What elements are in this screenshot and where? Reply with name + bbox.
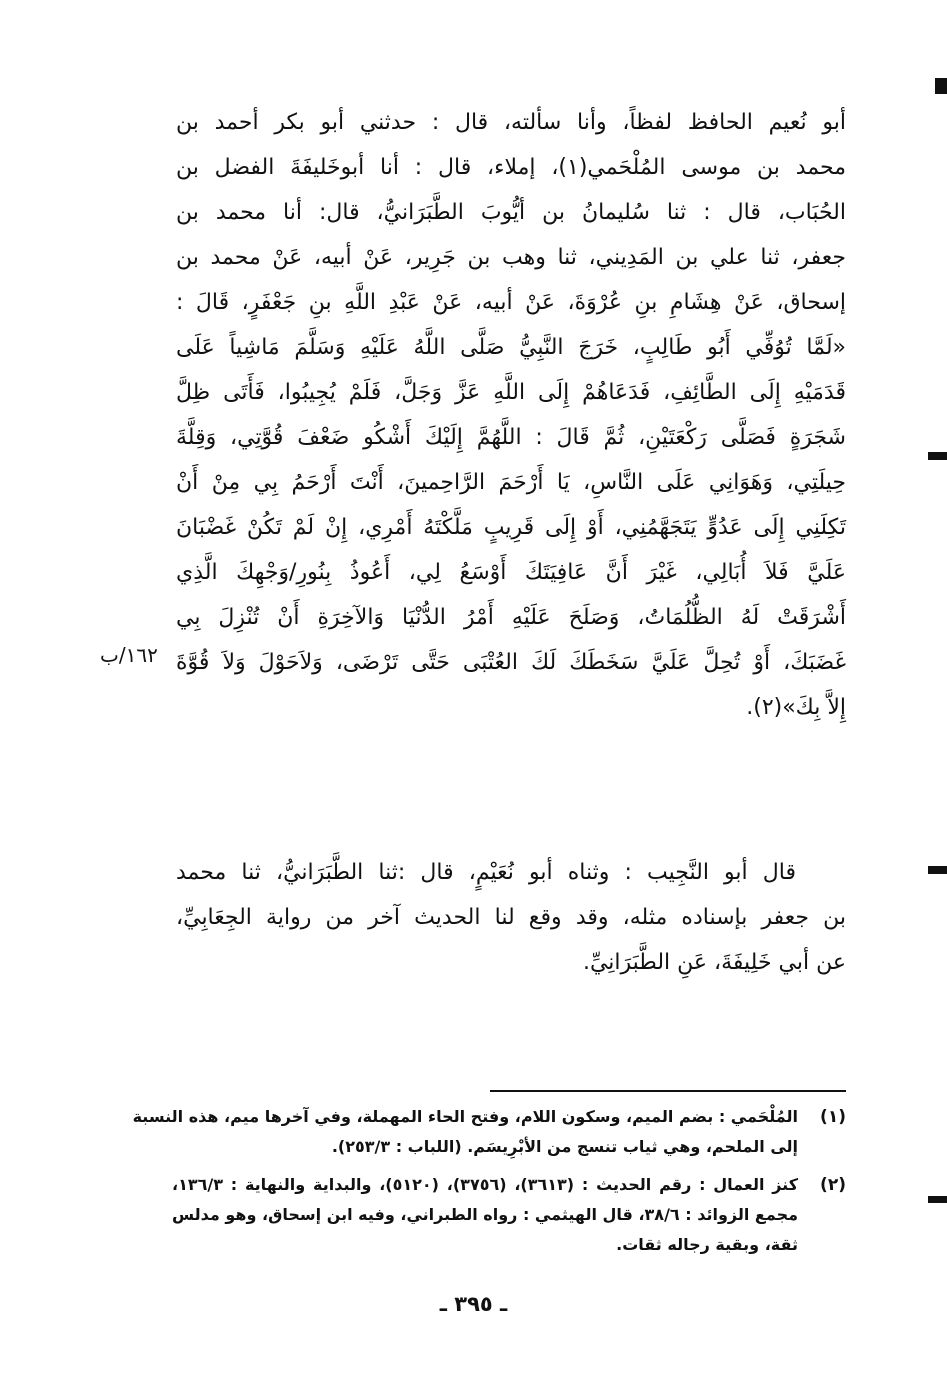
text-line: أبو نُعيم الحافظ لفظاً، وأنا سألته، قال : حدثني أبو بكر أحمد بن [176, 110, 846, 135]
footnote-2 [172, 1170, 846, 1260]
footnote-line: المُلْحَمي : بضم الميم، وسكون اللام، وفتح الحاء المهملة، وفي آخرها ميم، هذه النسبة [132, 1107, 798, 1126]
second-paragraph [176, 850, 846, 985]
text-line: إِلاَّ بِكَ»(٢). [746, 695, 846, 720]
footnote-line: مجمع الزوائد : ٣٨/٦، قال الهيثمي : رواه الطبراني، وفيه ابن إسحاق، وهو مدلس [172, 1205, 798, 1224]
footnote-separator [490, 1090, 846, 1092]
footnote-line: كنز العمال : رقم الحديث : (٣٦١٣)، (٣٧٥٦)، (٥١٢٠)، والبداية والنهاية : ١٣٦/٣، [172, 1175, 799, 1194]
footnote-number: (١) [820, 1107, 846, 1127]
scan-edge-mark [928, 1196, 947, 1203]
scan-edge-mark [935, 78, 947, 94]
text-line: حِيلَتِي، وَهَوَانِي عَلَى النَّاسِ، يَا أَرْحَمَ الرَّاحِمينَ، أَنْتَ أَرْحَمُ بِي مِنْ أَنْ [176, 470, 846, 495]
text-line: عَلَيَّ فَلاَ أُبَالِي، غَيْرَ أَنَّ عَافِيَتَكَ أَوْسَعُ لِي، أَعُوذُ بِنُورِ/وَجْهِكَ الَّذِي [176, 560, 846, 585]
text-line: تَكِلَنِي إِلَى عَدُوٍّ يَتَجَهَّمُنِي، أَوْ إِلَى قَرِيبٍ مَلَّكْتَهُ أَمْرِي، إِنْ لَمْ تَكُنْ غَضْبَانَ [176, 515, 846, 540]
text-line: محمد بن موسى المُلْحَمي(١)، إملاء، قال : أنا أبوخَليفَةَ الفضل بن [176, 155, 846, 180]
text-line: أَشْرَقَتْ لَهُ الظُّلُمَاتُ، وَصَلَحَ عَلَيْهِ أَمْرُ الدُّنْيَا وَالآخِرَةِ أَنْ تُنْزِلَ بِي [176, 605, 846, 630]
text-line: غَضَبَكَ، أَوْ تُحِلَّ عَلَيَّ سَخَطَكَ لَكَ العُتْبَى حَتَّى تَرْضَى، وَلاَحَوْلَ وَلاَ قُوَّةَ [176, 650, 846, 675]
footnote-body [133, 1102, 798, 1162]
text-line: «لَمَّا تُوُفِّي أَبُو طَالِبٍ، خَرَجَ النَّبِيُّ صَلَّى اللَّهُ عَلَيْهِ وَسَلَّمَ مَاشِياً عَلَى [176, 335, 846, 360]
main-text-block [176, 100, 846, 730]
text-line: جعفر، ثنا علي بن المَدِيني، ثنا وهب بن جَرِير، عَنْ أبيه، عَنْ محمد بن [176, 245, 846, 270]
footnote-number: (٢) [820, 1175, 846, 1195]
text-line: الحُبَاب، قال : ثنا سُليمانُ بن أيُّوبَ الطَّبَرَانيُّ، قال: أنا محمد بن [176, 200, 846, 225]
text-line: إسحاق، عَنْ هِشَامِ بنِ عُرْوَةَ، عَنْ أبيه، عَنْ عَبْدِ اللَّهِ بنِ جَعْفَرٍ، قَالَ : [176, 290, 846, 315]
footnote-1 [132, 1102, 846, 1162]
text-line: قَدَمَيْهِ إِلَى الطَّائِفِ، فَدَعَاهُمْ إِلَى اللَّهِ عَزَّ وَجَلَّ، فَلَمْ يُجِيبُوا، فَأَتَى ظِلَّ [176, 380, 846, 405]
text-line: قال أبو النَّجِيب : وثناه أبو نُعَيْمٍ، قال :ثنا الطَّبَرَانيُّ، ثنا محمد [176, 860, 796, 885]
text-line: عن أبي خَلِيفَةَ، عَنِ الطَّبَرَانِيِّ. [582, 950, 846, 975]
text-line: شَجَرَةٍ فَصَلَّى رَكْعَتَيْنِ، ثُمَّ قَالَ : اللَّهُمَّ إِلَيْكَ أَشْكُو ضَعْفَ قُوَّتِي، وَقِلَّةَ [176, 425, 846, 450]
scan-edge-mark [928, 866, 947, 874]
text-line: بن جعفر بإسناده مثله، وقد وقع لنا الحديث آخر من رواية الجِعَابِيِّ، [176, 905, 846, 930]
footnote-line: إلى الملحم، وهي ثياب تنسج من الأبْرِيسَم. (اللباب : ٢٥٣/٣). [331, 1137, 798, 1156]
footnote-line: ثقة، وبقية رجاله ثقات. [616, 1235, 798, 1254]
manuscript-folio-note: ١٦٢/ب [100, 643, 158, 667]
footnotes [132, 1102, 846, 1260]
footnote-body [172, 1170, 798, 1260]
scan-edge-mark [928, 452, 947, 460]
page-number: ـ ٣٩٥ ـ [439, 1292, 508, 1316]
